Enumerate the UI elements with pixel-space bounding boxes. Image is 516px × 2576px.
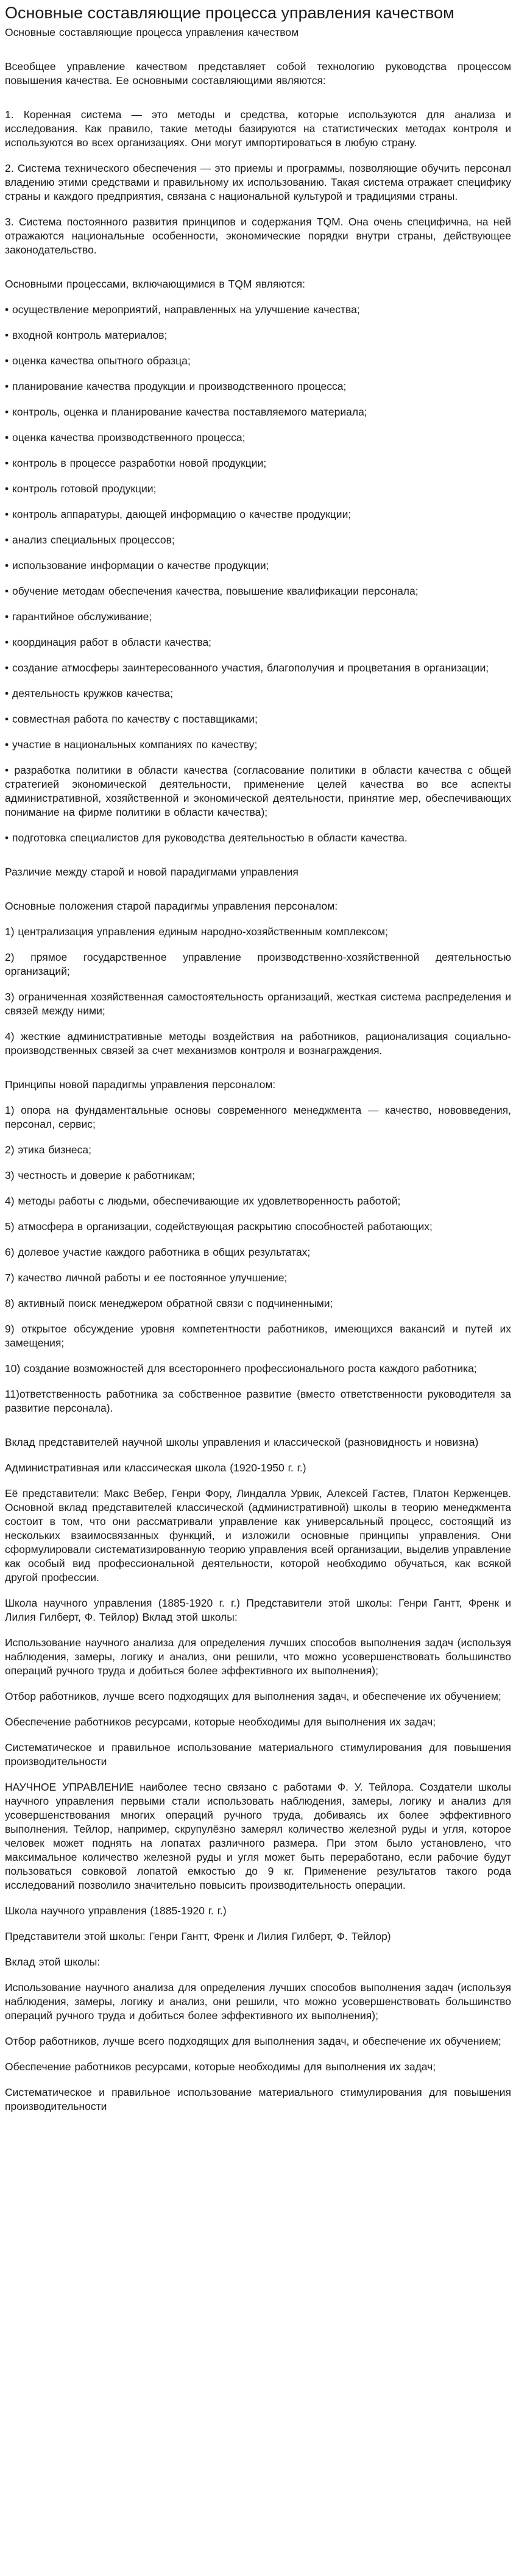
paragraph: • координация работ в области качества; [5,636,212,648]
paragraph: 2. Система технического обеспечения — это приемы и программы, позволяющие обучить персонал владению этими средствами и правильному их использованию. Такая система отражает специфику страны и каждого предприятия, связана с национальной культурой и традициями страны. [5,162,511,202]
paragraph: • осуществление мероприятий, направленных на улучшение качества; [5,303,360,316]
paragraph: 6) долевое участие каждого работника в общих результатах; [5,1246,311,1258]
paragraph: • подготовка специалистов для руководства деятельностью в области качества. [5,832,408,844]
paragraph-spacer [5,891,511,899]
paragraph: • планирование качества продукции и производственного процесса; [5,380,347,392]
paragraph-spacer [5,51,511,60]
paragraph: • входной контроль материалов; [5,329,168,341]
paragraph: Обеспечение работников ресурсами, которые необходимы для выполнения их задач; [5,2061,436,2073]
page-title: Основные составляющие процесса управления качеством [5,4,454,22]
paragraph: Представители этой школы: Генри Гантт, Френк и Лилия Гилберт, Ф. Тейлор) [5,1930,391,1942]
paragraph: • контроль, оценка и планирование качества поставляемого материала; [5,406,367,418]
paragraph: • анализ специальных процессов; [5,534,175,546]
paragraph: 4) жесткие административные методы воздействия на работников, рационализация социально-производственных связей за счет механизмов контроля и вознаграждения. [5,1030,511,1056]
paragraph: • контроль аппаратуры, дающей информацию о качестве продукции; [5,508,352,520]
paragraph: НАУЧНОЕ УПРАВЛЕНИЕ наиболее тесно связано с работами Ф. У. Тейлора. Создатели школы научного управления первыми стали использовать наблюдения, замеры, логику и анализ для усовершенствования многих операций ручного труда, добиваясь их более эффективного выполнения. Тейлор, например, скрупулёзно замерял количество железной руды и угля, которое человек может поднять на лопатах различного размера. При этом было установлено, что максимальное количество железной руды и угля может быть переработано, если рабочие будут пользоваться совковой лопатой емкостью до 9 кг. Применение результатов такого рода исследований позволило значительно повысить производительность операции. [5,1781,511,1891]
paragraph: • разработка политики в области качества (согласование политики в области качества с общей стратегией экономической деятельности, применение целей качества во все аспекты административной, хозяйственной и экономической деятельности, принятие мер, обеспечивающих понимание на фирме политики в области качества); [5,764,511,818]
paragraph: Основные положения старой парадигмы управления персоналом: [5,900,338,912]
paragraph: Использование научного анализа для определения лучших способов выполнения задач (используя наблюдения, замеры, логику и анализ, они решили, что можно усовершенствовать большинство операций ручного труда и добиться более эффективного их выполнения); [5,1637,511,1677]
paragraph: Школа научного управления (1885-1920 г. г.) Представители этой школы: Генри Гантт, Френк и Лилия Гилберт, Ф. Тейлор) Вклад этой школы: [5,1597,511,1623]
paragraph: Систематическое и правильное использование материального стимулирования для повышения производительности [5,2086,511,2112]
paragraph: 2) этика бизнеса; [5,1144,91,1156]
paragraph: 3) ограниченная хозяйственная самостоятельность организаций, жесткая система распределения и связей между ними; [5,991,511,1017]
paragraph: • участие в национальных компаниях по качеству; [5,738,258,751]
paragraph: 8) активный поиск менеджером обратной связи с подчиненными; [5,1297,333,1309]
paragraph: 11)ответственность работника за собственное развитие (вместо ответственности руководителя за развитие персонала). [5,1388,511,1414]
paragraph-spacer [5,1427,511,1435]
paragraph-spacer [5,1069,511,1078]
paragraph: 1) централизация управления единым народно-хозяйственным комплексом; [5,925,388,938]
paragraph: Вклад представителей научной школы управления и классической (разновидность и новизна) [5,1436,479,1448]
paragraph: • деятельность кружков качества; [5,687,174,699]
paragraph-spacer [5,99,511,108]
paragraph: Систематическое и правильное использование материального стимулирования для повышения производительности [5,1741,511,1767]
paragraph: • оценка качества опытного образца; [5,355,191,367]
paragraph: • создание атмосферы заинтересованного участия, благополучия и процветания в организации; [5,662,489,674]
paragraph: Школа научного управления (1885-1920 г. г.) [5,1905,227,1917]
paragraph: Вклад этой школы: [5,1956,101,1968]
paragraph: • гарантийное обслуживание; [5,610,152,623]
paragraph: • обучение методам обеспечения качества, повышение квалификации персонала; [5,585,419,597]
paragraph: 9) открытое обсуждение уровня компетентности работников, имеющихся вакансий и путей их замещения; [5,1323,511,1349]
paragraph: • совместная работа по качеству с поставщиками; [5,713,258,725]
paragraph: Обеспечение работников ресурсами, которые необходимы для выполнения их задач; [5,1716,436,1728]
paragraph-spacer [5,857,511,865]
paragraph: 3) честность и доверие к работникам; [5,1169,196,1181]
paragraph: • контроль готовой продукции; [5,483,157,495]
paragraph: 1) опора на фундаментальные основы современного менеджмента — качество, нововведения, персонал, сервис; [5,1104,511,1130]
paragraph: 2) прямое государственное управление производственно-хозяйственной деятельностью организаций; [5,951,511,977]
paragraph: Различие между старой и новой парадигмами управления [5,866,299,878]
paragraph: Административная или классическая школа (1920-1950 г. г.) [5,1462,306,1474]
paragraph: Отбор работников, лучше всего подходящих для выполнения задач, и обеспечение их обучением; [5,2035,501,2047]
paragraph: 10) создание возможностей для всестороннего профессионального роста каждого работника; [5,1362,477,1375]
paragraph: • контроль в процессе разработки новой продукции; [5,457,267,469]
paragraph: Всеобщее управление качеством представляет собой технологию руководства процессом повышения качества. Ее основными составляющими являются: [5,60,511,87]
paragraph: 1. Коренная система — это методы и средства, которые используются для анализа и исследования. Как правило, такие методы базируются на статистических методах контроля и используются во всех организациях. Они могут импортироваться в любую страну. [5,108,511,149]
paragraph: Основными процессами, включающимися в TQM являются: [5,278,305,290]
paragraph: Её представители: Макс Вебер, Генри Фору, Линдалла Урвик, Алексей Гастев, Платон Керженцев. Основной вклад представителей классической (административной) школы в теорию менеджмента состоит в том, что они рассматривали управление как универсальный процесс, состоящий из нескольких взаимосвязанных функций, и изложили основные принципы управления. Они сформулировали систематизированную теорию управления всей организации, выделив управление как особый вид профессиональной деятельности, которой необходимо обучаться, как всякой другой профессии. [5,1487,511,1583]
document-body [5,26,511,2114]
paragraph: 7) качество личной работы и ее постоянное улучшение; [5,1272,288,1284]
paragraph: • использование информации о качестве продукции; [5,559,269,571]
paragraph: Использование научного анализа для определения лучших способов выполнения задач (используя наблюдения, замеры, логику и анализ, они решили, что можно усовершенствовать большинство операций ручного труда и добиться более эффективного их выполнения); [5,1981,511,2022]
paragraph: Отбор работников, лучше всего подходящих для выполнения задач, и обеспечение их обучением; [5,1690,501,1702]
paragraph-spacer [5,269,511,277]
paragraph: Принципы новой парадигмы управления персоналом: [5,1078,276,1091]
paragraph: 4) методы работы с людьми, обеспечивающие их удовлетворенность работой; [5,1195,401,1207]
paragraph: • оценка качества производственного процесса; [5,431,246,444]
paragraph: 5) атмосфера в организации, содействующая раскрытию способностей работающих; [5,1220,433,1233]
paragraph: 3. Система постоянного развития принципов и содержания TQM. Она очень специфична, на ней отражаются национальные особенности, экономические порядки внутри страны, действующее законодательство. [5,216,511,256]
subtitle-line: Основные составляющие процесса управления качеством [5,26,299,38]
